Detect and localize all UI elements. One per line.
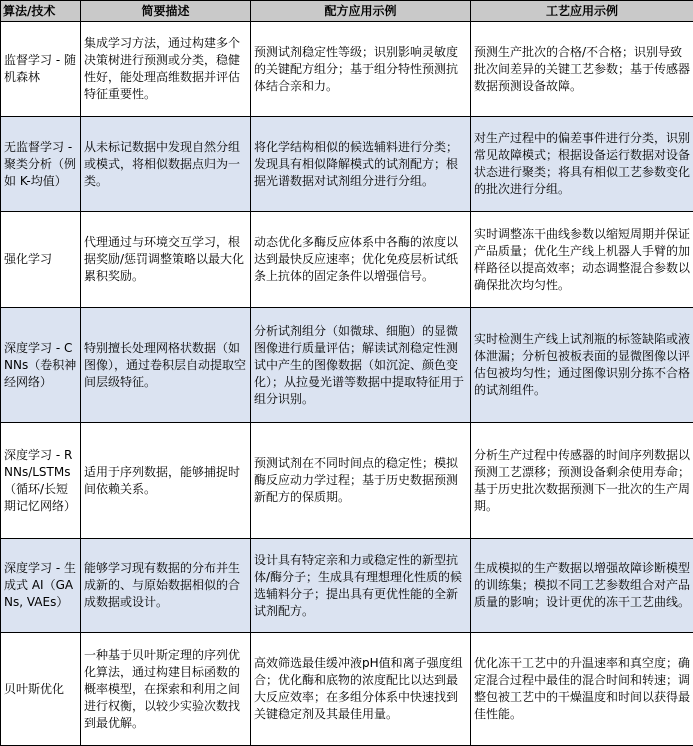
process-cell: 实时检测生产线上试剂瓶的标签缺陷或液体泄漏；分析包被板表面的显微图像以评估包被均匀性；通过图像识别分拣不合格的试剂组件。 xyxy=(471,308,693,423)
algorithm-cell: 无监督学习 - 聚类分析（例如 K-均值） xyxy=(1,117,81,212)
formulation-cell: 将化学结构相似的候选辅料进行分类；发现具有相似降解模式的试剂配方；根据光谱数据对试剂组分进行分组。 xyxy=(251,117,471,212)
algorithm-cell: 深度学习 - 生成式 AI（GANs, VAEs） xyxy=(1,539,81,633)
algorithm-cell: 贝叶斯优化 xyxy=(1,633,81,746)
table-row xyxy=(1,539,693,633)
process-cell: 预测生产批次的合格/不合格；识别导致批次间差异的关键工艺参数；基于传感器数据预测设备故障。 xyxy=(471,22,693,117)
summary-cell: 代理通过与环境交互学习，根据奖励/惩罚调整策略以最大化累积奖励。 xyxy=(81,212,251,308)
formulation-cell: 预测试剂在不同时间点的稳定性；模拟酶反应动力学过程；基于历史数据预测新配方的保质期。 xyxy=(251,423,471,539)
table-row xyxy=(1,117,693,212)
header-summary: 简要描述 xyxy=(81,1,251,22)
algorithm-cell: 深度学习 - RNNs/LSTMs（循环/长短期记忆网络） xyxy=(1,423,81,539)
summary-cell: 能够学习现有数据的分布并生成新的、与原始数据相似的合成数据或设计。 xyxy=(81,539,251,633)
header-formulation: 配方应用示例 xyxy=(251,1,471,22)
summary-cell: 从未标记数据中发现自然分组或模式，将相似数据点归为一类。 xyxy=(81,117,251,212)
table-row xyxy=(1,423,693,539)
formulation-cell: 分析试剂组分（如微球、细胞）的显微图像进行质量评估；解读试剂稳定性测试中产生的图像数据（如沉淀、颜色变化）；从拉曼光谱等数据中提取特征用于组分识别。 xyxy=(251,308,471,423)
formulation-cell: 动态优化多酶反应体系中各酶的浓度以达到最快反应速率；优化免疫层析试纸条上抗体的固定条件以增强信号。 xyxy=(251,212,471,308)
process-cell: 对生产过程中的偏差事件进行分类，识别常见故障模式；根据设备运行数据对设备状态进行聚类；将具有相似工艺参数变化的批次进行分组。 xyxy=(471,117,693,212)
summary-cell: 集成学习方法，通过构建多个决策树进行预测或分类，稳健性好，能处理高维数据并评估特征重要性。 xyxy=(81,22,251,117)
formulation-cell: 预测试剂稳定性等级；识别影响灵敏度的关键配方组分；基于组分特性预测抗体结合亲和力。 xyxy=(251,22,471,117)
algorithm-cell: 强化学习 xyxy=(1,212,81,308)
header-row xyxy=(1,1,693,22)
table-row xyxy=(1,308,693,423)
header-process: 工艺应用示例 xyxy=(471,1,693,22)
table-row xyxy=(1,22,693,117)
summary-cell: 特别擅长处理网格状数据（如图像），通过卷积层自动提取空间层级特征。 xyxy=(81,308,251,423)
process-cell: 优化冻干工艺中的升温速率和真空度；确定混合过程中最佳的混合时间和转速；调整包被工艺中的干燥温度和时间以获得最佳性能。 xyxy=(471,633,693,746)
summary-cell: 适用于序列数据，能够捕捉时间依赖关系。 xyxy=(81,423,251,539)
algorithm-cell: 监督学习 - 随机森林 xyxy=(1,22,81,117)
formulation-cell: 设计具有特定亲和力或稳定性的新型抗体/酶分子；生成具有理想理化性质的候选辅料分子；提出具有更优性能的全新试剂配方。 xyxy=(251,539,471,633)
process-cell: 分析生产过程中传感器的时间序列数据以预测工艺漂移；预测设备剩余使用寿命；基于历史批次数据预测下一批次的生产周期。 xyxy=(471,423,693,539)
summary-cell: 一种基于贝叶斯定理的序列优化算法，通过构建目标函数的概率模型，在探索和利用之间进行权衡，以较少实验次数找到最优解。 xyxy=(81,633,251,746)
header-algorithm: 算法/技术 xyxy=(1,1,81,22)
process-cell: 实时调整冻干曲线参数以缩短周期并保证产品质量；优化生产线上机器人手臂的加样路径以提高效率；动态调整混合参数以确保批次均匀性。 xyxy=(471,212,693,308)
formulation-cell: 高效筛选最佳缓冲液pH值和离子强度组合；优化酶和底物的浓度配比以达到最大反应效率；在多组分体系中快速找到关键稳定剂及其最佳用量。 xyxy=(251,633,471,746)
process-cell: 生成模拟的生产数据以增强故障诊断模型的训练集；模拟不同工艺参数组合对产品质量的影响；设计更优的冻干工艺曲线。 xyxy=(471,539,693,633)
table-row xyxy=(1,633,693,746)
table-row xyxy=(1,212,693,308)
algorithm-cell: 深度学习 - CNNs（卷积神经网络） xyxy=(1,308,81,423)
